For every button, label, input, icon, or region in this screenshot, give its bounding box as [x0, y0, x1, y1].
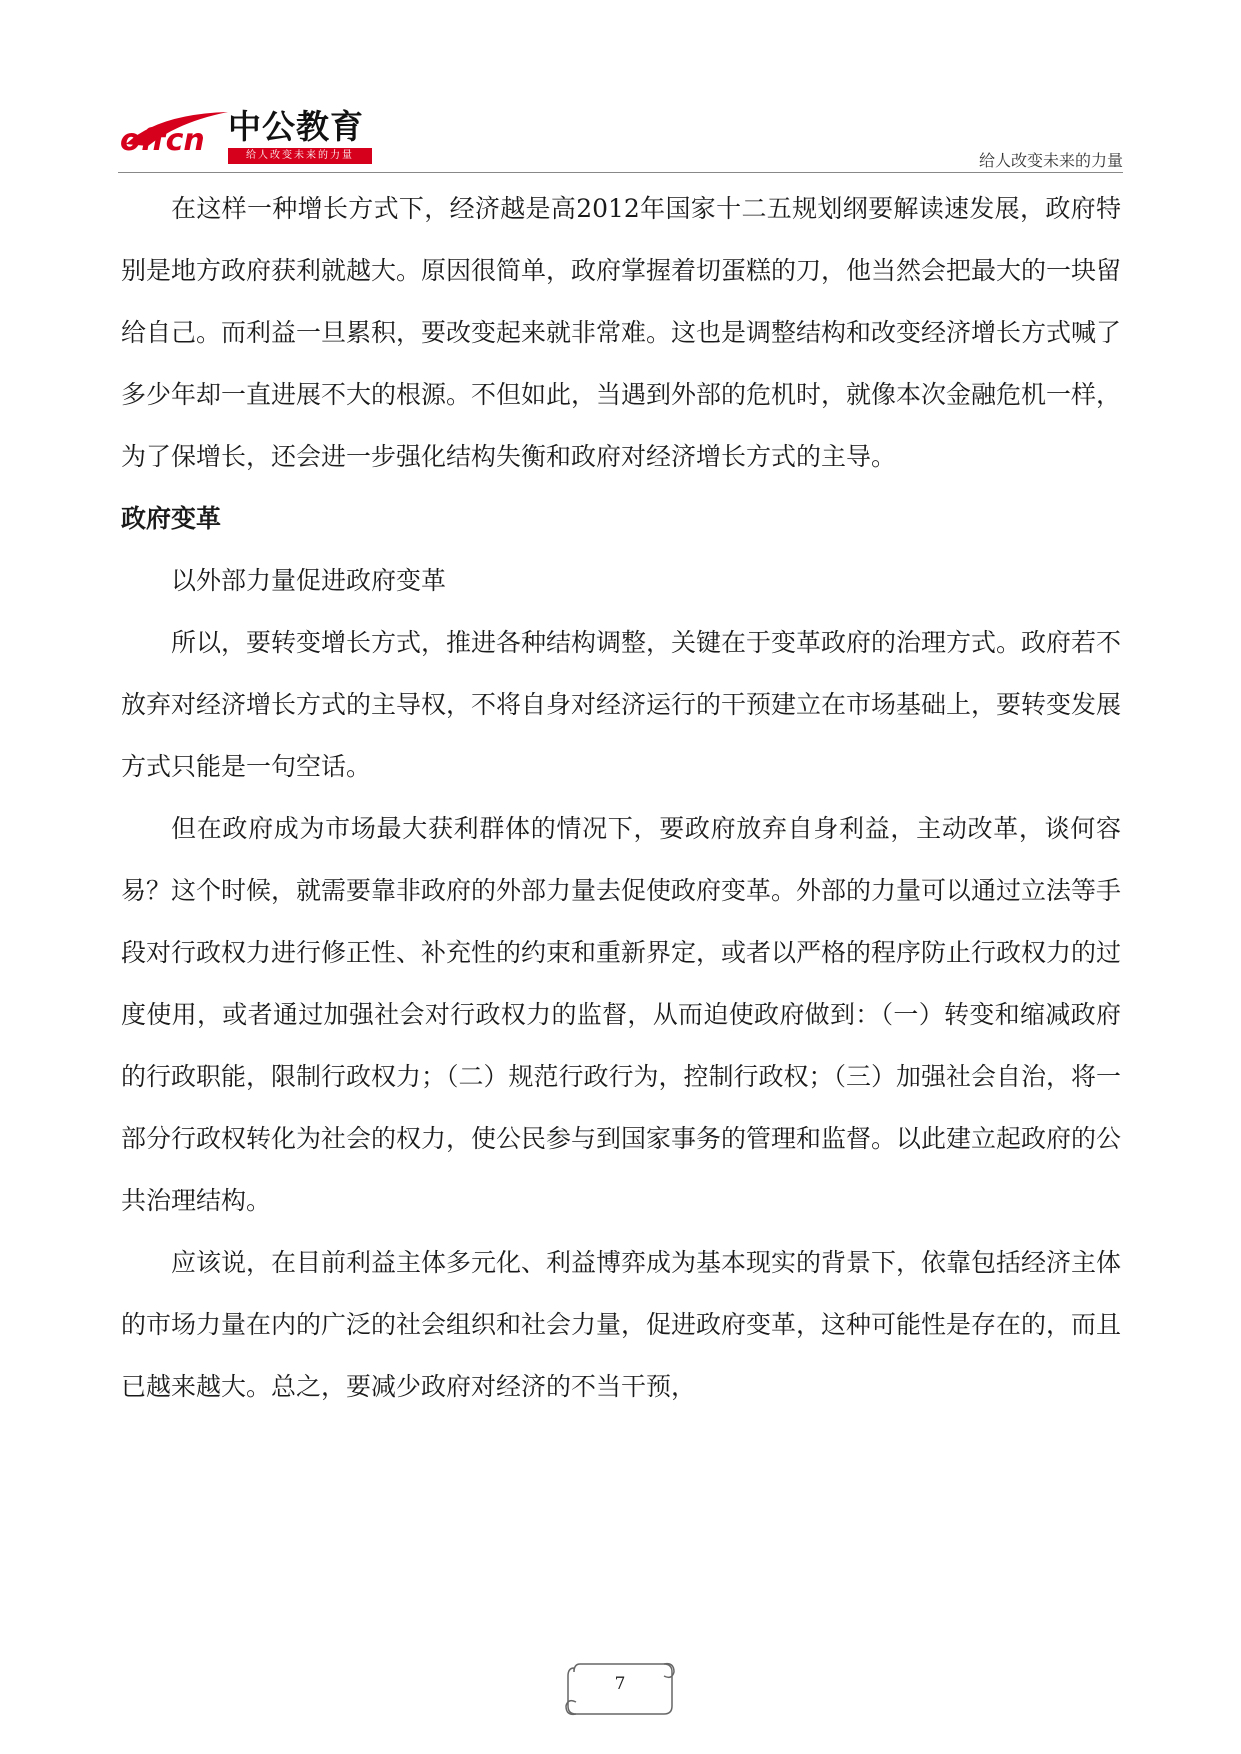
- page-number: 7: [614, 1674, 626, 1694]
- paragraph-3: 但在政府成为市场最大获利群体的情况下，要政府放弃自身利益，主动改革，谈何容易？这个时候，就需要靠非政府的外部力量去促使政府变革。外部的力量可以通过立法等手段对行政权力进行修正性、补充性的约束和重新界定，或者以严格的程序防止行政权力的过度使用，或者通过加强社会对行政权力的监督，从而迫使政府做到：（一）转变和缩减政府的行政职能，限制行政权力；（二）规范行政行为，控制行政权；（三）加强社会自治，将一部分行政权转化为社会的权力，使公民参与到国家事务的管理和监督。以此建立起政府的公共治理结构。: [121, 814, 1122, 1215]
- brand-name: 中公教育: [228, 107, 364, 146]
- header-divider: [118, 172, 1123, 173]
- document-body: [121, 178, 1121, 1418]
- paragraph-2: 所以，要转变增长方式，推进各种结构调整，关键在于变革政府的治理方式。政府若不放弃对经济增长方式的主导权，不将自身对经济运行的干预建立在市场基础上，要转变发展方式只能是一句空话。: [121, 628, 1122, 781]
- svg-text:offcn: offcn: [120, 123, 205, 158]
- section-subheading: 以外部力量促进政府变革: [171, 566, 447, 595]
- header-slogan: 给人改变未来的力量: [978, 151, 1123, 170]
- brand-slogan: 给人改变未来的力量: [228, 148, 372, 164]
- paragraph-1: 在这样一种增长方式下，经济越是高2012年国家十二五规划纲要解读速发展，政府特别是地方政府获利就越大。原因很简单，政府掌握着切蛋糕的刀，他当然会把最大的一块留给自己。而利益一旦累积，要改变起来就非常难。这也是调整结构和改变经济增长方式喊了多少年却一直进展不大的根源。不但如此，当遇到外部的危机时，就像本次金融危机一样，为了保增长，还会进一步强化结构失衡和政府对经济增长方式的主导。: [121, 194, 1122, 471]
- paragraph-4: 应该说，在目前利益主体多元化、利益博弈成为基本现实的背景下，依靠包括经济主体的市场力量在内的广泛的社会组织和社会力量，促进政府变革，这种可能性是存在的，而且已越来越大。总之，要减少政府对经济的不当干预，: [121, 1248, 1122, 1401]
- page-header: [0, 0, 1241, 175]
- section-heading: 政府变革: [121, 504, 222, 533]
